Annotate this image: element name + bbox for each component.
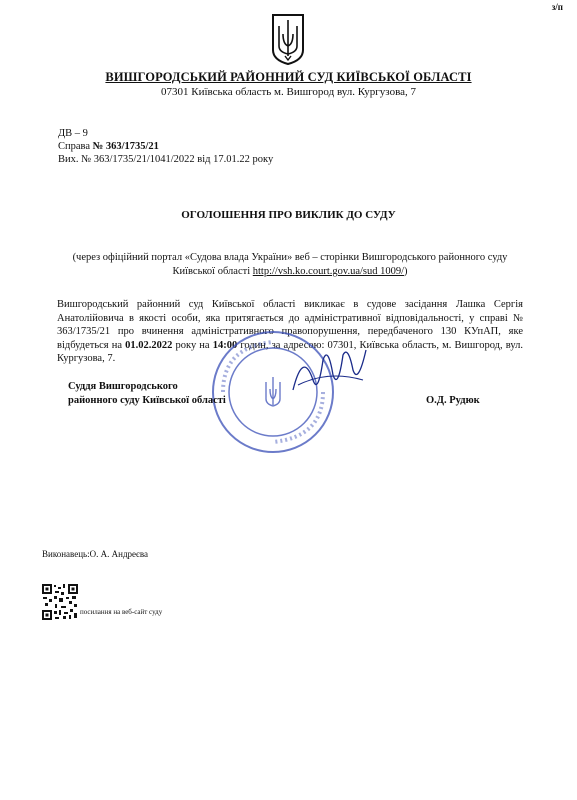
- summons-text-3: годин, за адресою: 07301, Київська область, м. Вишгород, вул. Кургузова, 7.: [57, 339, 523, 365]
- hearing-date: 01.02.2022: [125, 339, 173, 351]
- publication-note-close: ): [404, 266, 408, 277]
- judge-title-line-2: районного суду Київської області: [68, 395, 226, 406]
- executor-line: Виконавець:О. А. Андреєва: [42, 549, 149, 559]
- publication-note-text: (через офіційний портал «Судова влада України» веб – сторінки Вишгородського районного суду Київської області: [72, 252, 508, 277]
- court-website-link[interactable]: http://vsh.ko.court.gov.ua/sud 1009/: [252, 266, 405, 277]
- hearing-time: 14:00: [212, 339, 238, 351]
- trident-emblem-icon: [270, 12, 306, 66]
- handwritten-signature-icon: [288, 340, 368, 400]
- court-address: 07301 Київська область м. Вишгород вул. Кургузова, 7: [161, 86, 416, 98]
- qr-code-icon[interactable]: [41, 583, 79, 621]
- case-prefix: Справа: [58, 141, 91, 152]
- judge-title-line-1: Суддя Вишгородського: [68, 381, 178, 392]
- judge-title: [68, 380, 226, 408]
- court-name-heading: ВИШГОРОДСЬКИЙ РАЙОННИЙ СУД КИЇВСЬКОЇ ОБЛАСТІ: [105, 70, 472, 84]
- publication-note: [60, 251, 520, 279]
- dv-code: ДВ – 9: [58, 128, 88, 139]
- document-title: ОГОЛОШЕННЯ ПРО ВИКЛИК ДО СУДУ: [181, 209, 396, 221]
- outgoing-number: Вих. № 363/1735/21/1041/2022 від 17.01.22 року: [58, 154, 274, 165]
- summons-text-1: Вишгородський районний суд Київської області викликає в судове засідання Лашка Сергія Анатолійовича в якості особи, яка притягається до адміністративної відповідальності, у справі № 363/1735/21 про вчинення адміністративного правопорушення, передбаченого 130 КУпАП, яке відбудеться на: [57, 299, 523, 351]
- corner-mark: з/п: [551, 2, 563, 12]
- case-number: № 363/1735/21: [92, 141, 159, 152]
- qr-caption: посилання на веб-сайт суду: [80, 608, 163, 616]
- judge-name: О.Д. Рудюк: [426, 395, 480, 406]
- case-number-line: [58, 140, 159, 153]
- summons-text-2: року на: [172, 339, 213, 351]
